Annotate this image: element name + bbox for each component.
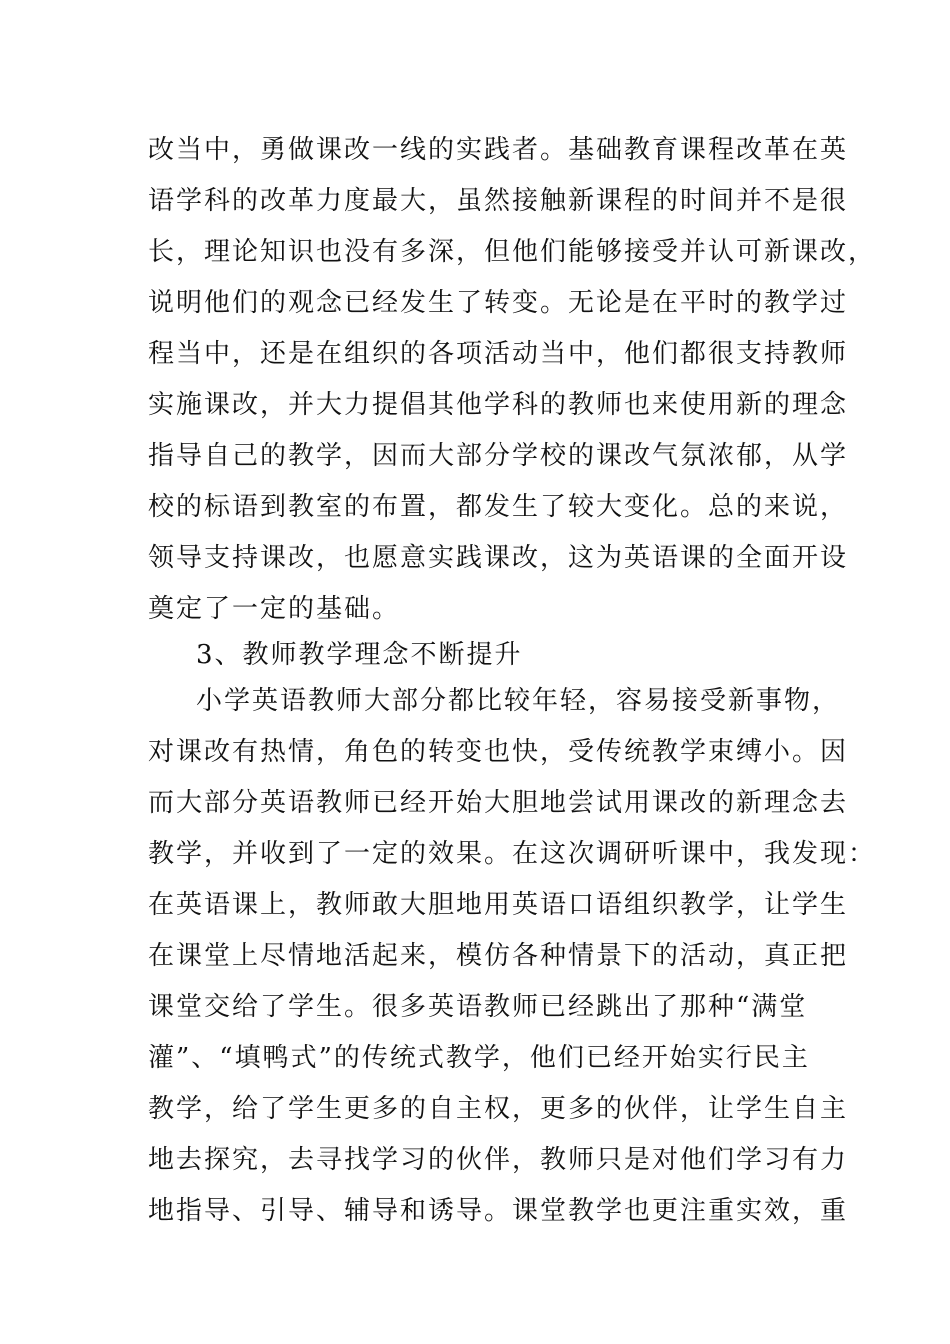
text-line: 灌”、“填鸭式”的传统式教学，他们已经开始实行民主 — [148, 1043, 810, 1073]
text-line: 课堂交给了学生。很多英语教师已经跳出了那种“满堂 — [148, 992, 808, 1022]
text-line: 小学英语教师大部分都比较年轻，容易接受新事物， — [196, 686, 841, 716]
text-line: 实施课改，并大力提倡其他学科的教师也来使用新的理念 — [148, 390, 849, 420]
section-heading: 3、教师教学理念不断提升 — [196, 640, 523, 670]
text-line: 长，理论知识也没有多深，但他们能够接受并认可新课改， — [148, 237, 877, 267]
text-line: 教学，给了学生更多的自主权，更多的伙伴，让学生自主 — [148, 1094, 849, 1124]
text-line: 在课堂上尽情地活起来，模仿各种情景下的活动，真正把 — [148, 941, 849, 971]
text-line: 程当中，还是在组织的各项活动当中，他们都很支持教师 — [148, 339, 849, 369]
text-line: 指导自己的教学，因而大部分学校的课改气氛浓郁，从学 — [148, 441, 849, 471]
text-line: 奠定了一定的基础。 — [148, 594, 401, 624]
text-line: 说明他们的观念已经发生了转变。无论是在平时的教学过 — [148, 288, 849, 318]
text-line: 语学科的改革力度最大，虽然接触新课程的时间并不是很 — [148, 186, 849, 216]
text-line: 改当中，勇做课改一线的实践者。基础教育课程改革在英 — [148, 135, 849, 165]
text-line: 校的标语到教室的布置，都发生了较大变化。总的来说， — [148, 492, 849, 522]
text-line: 对课改有热情，角色的转变也快，受传统教学束缚小。因 — [148, 737, 849, 767]
text-line: 而大部分英语教师已经开始大胆地尝试用课改的新理念去 — [148, 788, 849, 818]
text-line: 地去探究，去寻找学习的伙伴，教师只是对他们学习有力 — [148, 1145, 849, 1175]
text-line: 在英语课上，教师敢大胆地用英语口语组织教学，让学生 — [148, 890, 849, 920]
text-line: 教学，并收到了一定的效果。在这次调研听课中，我发现： — [148, 839, 877, 869]
text-line: 领导支持课改，也愿意实践课改，这为英语课的全面开设 — [148, 543, 849, 573]
text-line: 地指导、引导、辅导和诱导。课堂教学也更注重实效，重 — [148, 1196, 849, 1226]
